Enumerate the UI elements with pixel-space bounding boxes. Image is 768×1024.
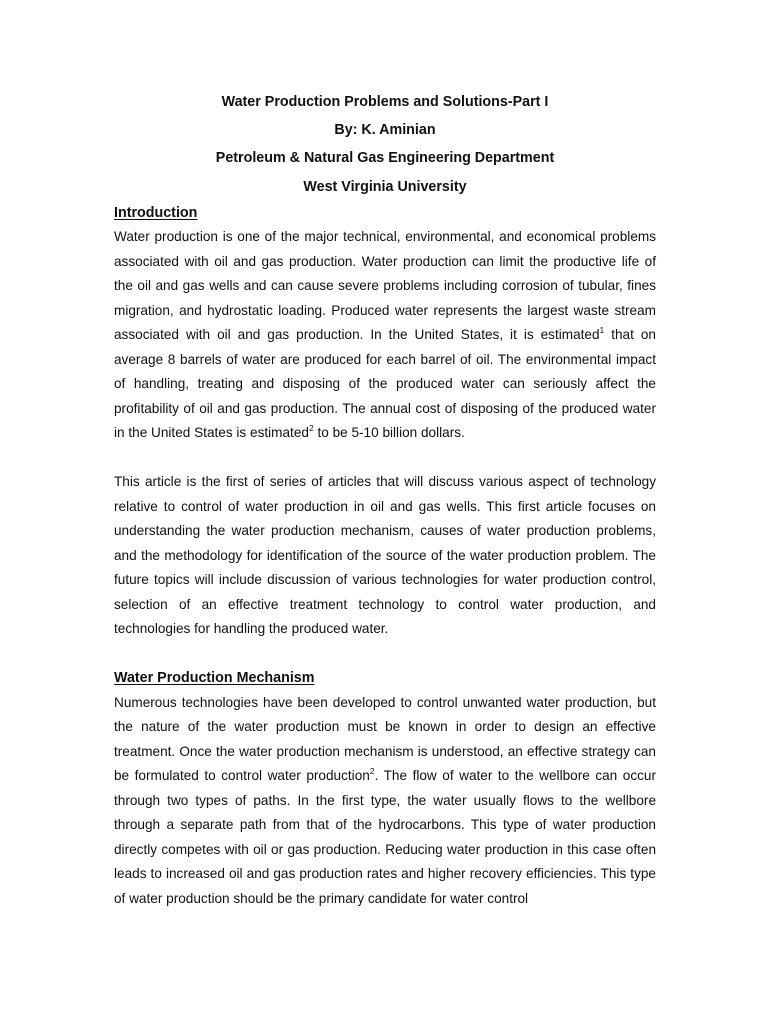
document-title: Water Production Problems and Solutions-Part I bbox=[221, 94, 549, 110]
introduction-paragraph-2: This article is the first of series of articles that will discuss various aspect of technology relative to control of water production in oil and gas wells. This first article focuses on understanding the water production mechanism, causes of water production problems, and the methodology for identification of the source of the water production problem. The future topics will include discussion of various technologies for water production control, selection of an effective treatment technology to control water production, and technologies for handling the produced water. bbox=[114, 474, 656, 637]
document-page bbox=[114, 88, 656, 911]
paragraph-gap bbox=[114, 446, 656, 471]
footnote-ref-1: 1 bbox=[599, 325, 605, 336]
mech-p1-text-2: . The flow of water to the wellbore can occur through two types of paths. In the first type, the water usually flows to the wellbore through a separate path from that of the hydrocarbons. This type of water production directly competes with oil or gas production. Reducing water production in this case often leads to increased oil and gas production rates and higher recovery efficiencies. This type of water production should be the primary candidate for water control bbox=[114, 768, 656, 906]
document-department: Petroleum & Natural Gas Engineering Department bbox=[215, 150, 555, 167]
introduction-heading: Introduction bbox=[114, 204, 198, 221]
footnote-ref-3: 2 bbox=[369, 766, 375, 777]
mechanism-heading: Water Production Mechanism bbox=[114, 670, 315, 687]
introduction-paragraph-1 bbox=[114, 225, 656, 446]
document-university: West Virginia University bbox=[303, 178, 467, 195]
title-block bbox=[114, 88, 656, 201]
intro-p1-text-1: Water production is one of the major technical, environmental, and economical problems associated with oil and gas production. Water production can limit the productive life of the oil and gas wells and can cause severe problems including corrosion of tubular, fines migration, and hydrostatic loading. Produced water represents the largest waste stream associated with oil and gas production. In the United States, it is estimated bbox=[114, 229, 656, 343]
paragraph-gap bbox=[114, 642, 656, 667]
footnote-ref-2: 2 bbox=[308, 423, 314, 434]
mech-p1-text-1: Numerous technologies have been developed to control unwanted water production, but the nature of the water production must be known in order to design an effective treatment. Once the water production mechanism is understood, an effective strategy can be formulated to control water production bbox=[114, 694, 656, 784]
intro-p1-text-3: to be 5-10 billion dollars. bbox=[313, 425, 465, 441]
intro-p1-text-2: that on average 8 barrels of water are produced for each barrel of oil. The environmental impact of handling, treating and disposing of the produced water can seriously affect the profitability of oil and gas production. The annual cost of disposing of the produced water in the United States is estimated bbox=[114, 327, 656, 441]
document-author: By: K. Aminian bbox=[334, 122, 436, 139]
mechanism-paragraph-1 bbox=[114, 691, 656, 912]
